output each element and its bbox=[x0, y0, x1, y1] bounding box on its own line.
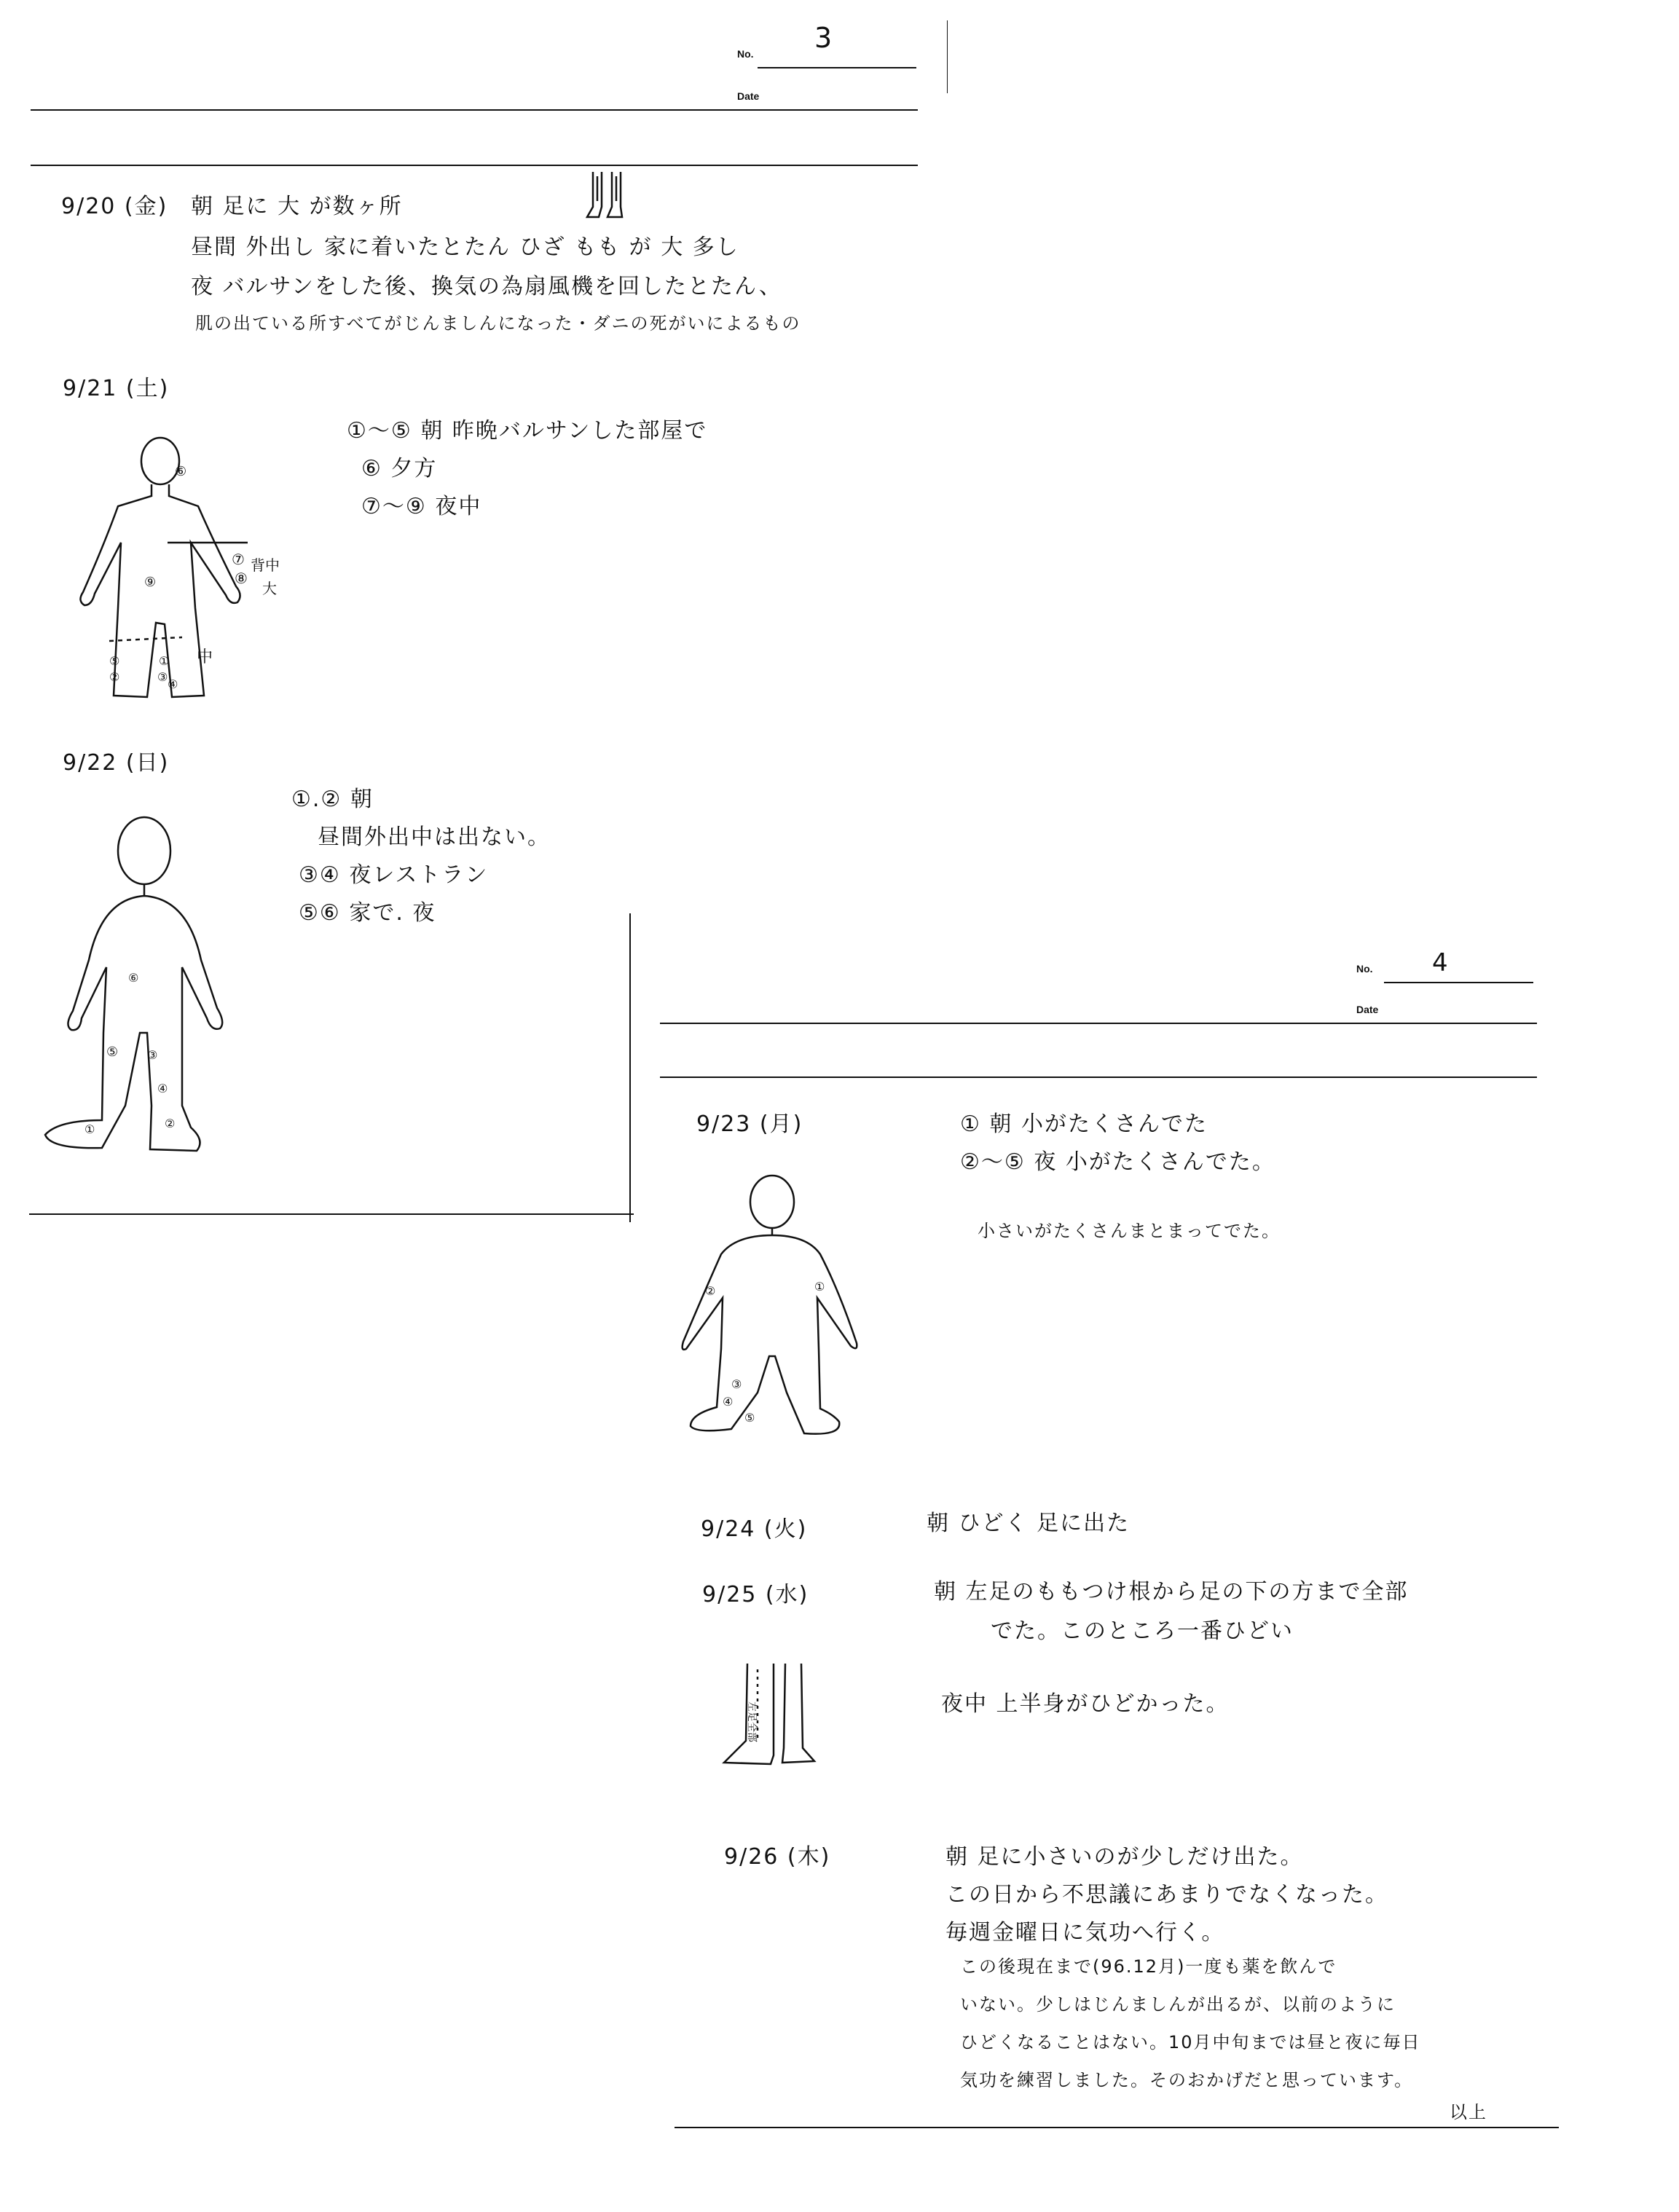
fig-label: ⑤ bbox=[109, 654, 120, 668]
entry-text: 朝 左足のももつけ根から足の下の方まで全部 bbox=[934, 1579, 1409, 1605]
entry-text: ③④ 夜レストラン bbox=[299, 862, 489, 888]
fig-label: ⑤ bbox=[106, 1044, 119, 1060]
fig-label: ⑤ bbox=[744, 1411, 755, 1425]
header-rule-1 bbox=[660, 1023, 1537, 1024]
header-rule-2 bbox=[31, 165, 918, 166]
entry-date-9-26: 9/26 (木) bbox=[724, 1844, 831, 1870]
body-figure-front bbox=[36, 814, 240, 1157]
fig-label: ⑧ bbox=[235, 570, 248, 587]
fig-label: ① bbox=[159, 654, 170, 668]
entry-text: 夜 バルサンをした後、換気の為扇風機を回したとたん、 bbox=[191, 274, 782, 299]
fig-label: ⑥ bbox=[175, 464, 187, 479]
body-figure-back bbox=[670, 1174, 874, 1451]
entry-text: 小さいがたくさんまとまってでた。 bbox=[978, 1221, 1281, 1241]
entry-text: 朝 足に小さいのが少しだけ出た。 bbox=[945, 1844, 1304, 1870]
entry-date-9-24: 9/24 (火) bbox=[701, 1516, 808, 1542]
page-3-right-edge bbox=[629, 913, 631, 1222]
fig-label: ③ bbox=[147, 1048, 158, 1062]
page-3-bottom-rule bbox=[29, 1213, 634, 1215]
entry-text: ②〜⑤ 夜 小がたくさんでた。 bbox=[960, 1149, 1275, 1175]
fig-label: 中 bbox=[197, 648, 213, 666]
fig-label: ② bbox=[165, 1117, 176, 1130]
fig-label: 大 bbox=[262, 580, 277, 597]
no-underline bbox=[758, 67, 916, 68]
no-label: No. bbox=[737, 48, 754, 60]
fig-label: ③ bbox=[731, 1377, 742, 1391]
fig-label: ④ bbox=[157, 1082, 168, 1095]
no-value: 3 bbox=[814, 22, 834, 54]
no-value: 4 bbox=[1432, 948, 1450, 977]
fig-label: ④ bbox=[168, 677, 178, 691]
fig-label: ③ bbox=[157, 670, 168, 684]
fig-label: ⑨ bbox=[144, 575, 157, 590]
fig-label: 左足全部 bbox=[746, 1701, 758, 1742]
entry-text: ①.② 朝 bbox=[291, 787, 374, 812]
entry-text: ①〜⑤ 朝 昨晩バルサンした部屋で bbox=[347, 418, 708, 444]
entry-text: 昼間外出中は出ない。 bbox=[318, 824, 551, 850]
fig-label: ② bbox=[705, 1284, 716, 1298]
entry-text: 昼間 外出し 家に着いたとたん ひざ もも が 大 多し bbox=[191, 235, 739, 260]
entry-text: ⑤⑥ 家で. 夜 bbox=[299, 900, 436, 926]
date-label: Date bbox=[1356, 1004, 1379, 1015]
legs-sketch-icon bbox=[583, 166, 634, 224]
entry-text: 夜中 上半身がひどかった。 bbox=[941, 1691, 1230, 1717]
fig-label: ① bbox=[84, 1122, 95, 1136]
entry-text: ひどくなることはない。10月中旬までは昼と夜に毎日 bbox=[960, 2032, 1421, 2052]
page-4-bottom-rule bbox=[675, 2127, 1559, 2128]
fig-label: ④ bbox=[723, 1395, 734, 1409]
fig-label: ⑦ bbox=[232, 551, 245, 568]
fig-label: ⑥ bbox=[128, 971, 139, 985]
entry-date-9-23: 9/23 (月) bbox=[696, 1111, 803, 1137]
fig-label: ① bbox=[814, 1280, 825, 1294]
entry-text: ① 朝 小がたくさんでた bbox=[960, 1111, 1208, 1137]
entry-text: ⑦〜⑨ 夜中 bbox=[361, 494, 482, 519]
entry-text: 気功を練習しました。そのおかげだと思っています。 bbox=[960, 2070, 1414, 2090]
entry-text: でた。このところ一番ひどい bbox=[991, 1618, 1294, 1644]
fig-label: 背中 bbox=[251, 556, 280, 574]
entry-text: 朝 足に 大 が数ヶ所 bbox=[191, 194, 403, 219]
no-underline bbox=[1384, 982, 1533, 983]
entry-text: 毎週金曜日に気功へ行く。 bbox=[945, 1920, 1225, 1945]
fig-label: ② bbox=[109, 670, 120, 684]
header-rule-1 bbox=[31, 109, 918, 111]
entry-text: 以上 bbox=[1450, 2102, 1487, 2122]
no-label: No. bbox=[1356, 963, 1373, 975]
entry-text: ⑥ 夕方 bbox=[361, 456, 438, 481]
entry-text: 朝 ひどく 足に出た bbox=[927, 1511, 1131, 1536]
entry-text: いない。少しはじんましんが出るが、以前のように bbox=[960, 1994, 1396, 2015]
date-label: Date bbox=[737, 90, 760, 102]
entry-text: この日から不思議にあまりでなくなった。 bbox=[945, 1882, 1388, 1908]
entry-date-9-21: 9/21 (土) bbox=[63, 376, 170, 401]
entry-text: 肌の出ている所すべてがじんましんになった・ダニの死がいによるもの bbox=[195, 313, 801, 334]
entry-text: この後現在まで(96.12月)一度も薬を飲んで bbox=[960, 1956, 1337, 1977]
legs-figure bbox=[712, 1653, 836, 1777]
entry-date-9-25: 9/25 (水) bbox=[702, 1582, 809, 1607]
body-figure-back bbox=[51, 433, 313, 710]
fig-labels bbox=[84, 971, 175, 1136]
entry-date-9-22: 9/22 (日) bbox=[63, 750, 170, 776]
fig-labels bbox=[109, 464, 280, 691]
entry-date-9-20: 9/20 (金) bbox=[61, 194, 168, 219]
header-rule-2 bbox=[660, 1077, 1537, 1078]
page-edge-mark bbox=[947, 20, 948, 93]
